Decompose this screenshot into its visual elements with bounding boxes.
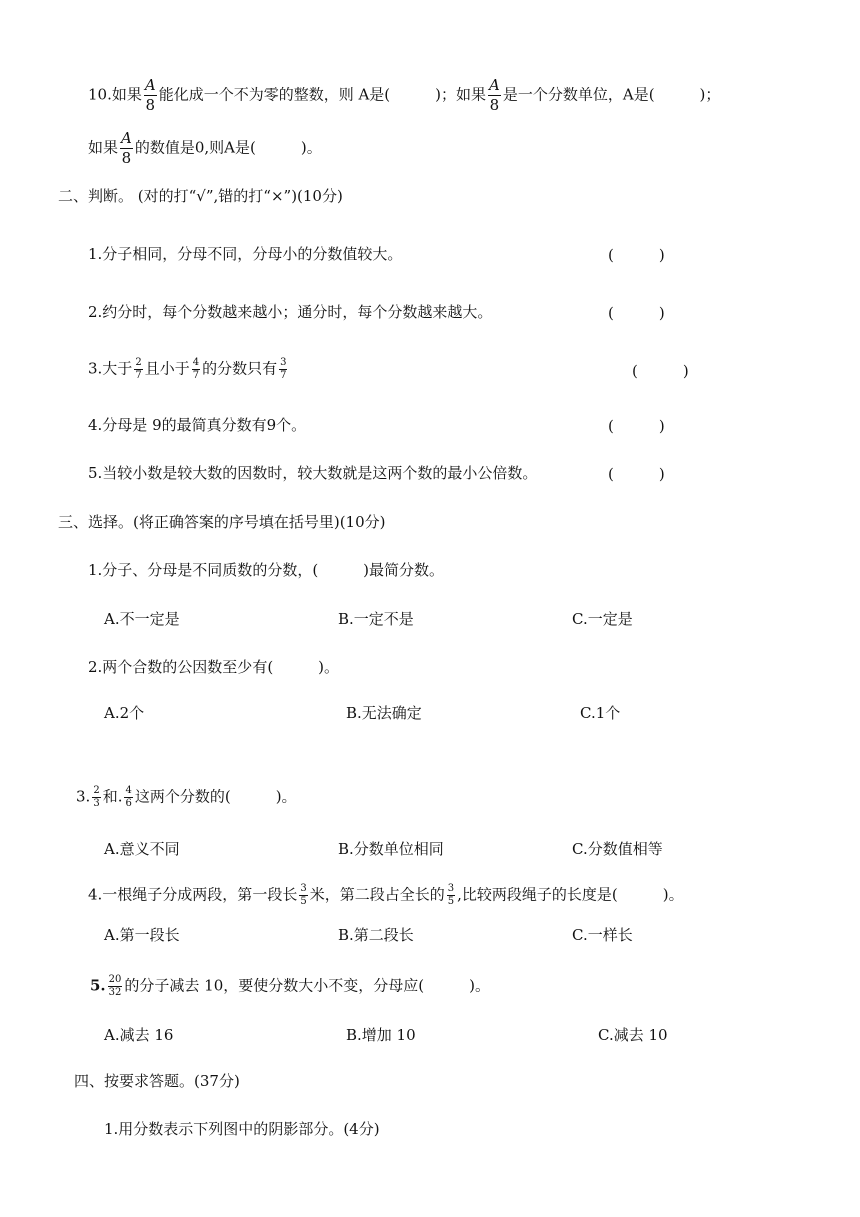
q10-line2 — [88, 131, 322, 166]
choice-q1-stem: 1.分子、分母是不同质数的分数，( )最简分数。 — [88, 561, 445, 579]
q10-fraction-2 — [488, 78, 501, 113]
choice-q4-option-c[interactable]: C.一样长 — [572, 926, 633, 944]
choice-q1-option-b[interactable]: B.一定不是 — [338, 610, 414, 628]
judge-3-fraction-c — [279, 358, 287, 381]
choice-q2-option-a[interactable]: A.2个 — [104, 704, 145, 722]
judge-answer-4[interactable]: ( ) — [608, 417, 665, 435]
q10-line1 — [88, 78, 720, 113]
choice-q5-option-b[interactable]: B.增加 10 — [346, 1026, 416, 1044]
choice-q3-stem — [76, 786, 297, 809]
fraction-numerator: 3 — [280, 357, 287, 368]
judge-item-2: 2.约分时，每个分数越来越小；通分时，每个分数越来越大。 — [88, 303, 493, 321]
choice-q3-text-2: 和. — [102, 787, 123, 806]
fraction-denominator: 6 — [125, 798, 132, 809]
fraction-numerator: 20 — [108, 974, 122, 985]
judge-answer-5[interactable]: ( ) — [608, 465, 665, 483]
judge-item-4: 4.分母是 9的最简真分数有9个。 — [88, 416, 307, 434]
section2-heading: 二、判断。 (对的打“√”,错的打“×”)(10分) — [58, 187, 343, 205]
choice-q2-option-b[interactable]: B.无法确定 — [346, 704, 422, 722]
choice-q5-fraction-1 — [108, 975, 123, 998]
choice-q5-text-1: 5. — [90, 976, 106, 995]
section4-q1: 1.用分数表示下列图中的阴影部分。(4分) — [104, 1120, 380, 1138]
fraction-numerator: 3 — [447, 883, 455, 894]
choice-q3-option-b[interactable]: B.分数单位相同 — [338, 840, 444, 858]
judge-3-text-a: 3.大于 — [88, 359, 133, 378]
judge-item-1: 1.分子相同，分母不同，分母小的分数值较大。 — [88, 245, 403, 263]
judge-3-text-b: 且小于 — [144, 359, 190, 378]
fraction-denominator: 7 — [192, 370, 200, 381]
choice-q4-text-3: ,比较两段绳子的长度是( )。 — [457, 885, 684, 904]
judge-3-fraction-b — [192, 358, 200, 381]
q10-text-4: 如果 — [88, 138, 119, 157]
choice-q2-option-c[interactable]: C.1个 — [580, 704, 621, 722]
choice-q4-text-1: 4.一根绳子分成两段，第一段长 — [88, 885, 298, 904]
choice-q5-option-a[interactable]: A.减去 16 — [104, 1026, 174, 1044]
choice-q4-text-2: 米，第二段占全长的 — [309, 885, 445, 904]
choice-q5-text-2: 的分子减去 10，要使分数大小不变，分母应( )。 — [124, 976, 490, 995]
section3-heading: 三、选择。(将正确答案的序号填在括号里)(10分) — [58, 513, 386, 531]
fraction-numerator: A — [121, 129, 132, 147]
fraction-numerator: A — [144, 76, 156, 94]
choice-q5-option-c[interactable]: C.减去 10 — [598, 1026, 668, 1044]
judge-answer-2[interactable]: ( ) — [608, 304, 665, 322]
fraction-numerator: A — [489, 76, 500, 94]
choice-q2-stem: 2.两个合数的公因数至少有( )。 — [88, 658, 340, 676]
fraction-denominator: 7 — [135, 370, 142, 381]
q10-text-3: 是一个分数单位，A是( )； — [502, 85, 721, 104]
fraction-denominator: 8 — [121, 149, 132, 167]
fraction-numerator: 2 — [93, 785, 100, 796]
choice-q3-fraction-2 — [124, 786, 132, 809]
q10-text-5: 的数值是0,则A是( )。 — [134, 138, 322, 157]
fraction-denominator: 5 — [300, 896, 307, 907]
choice-q5-stem — [90, 975, 490, 998]
judge-answer-3[interactable]: ( ) — [632, 362, 689, 380]
choice-q4-stem — [88, 884, 684, 907]
choice-q1-option-a[interactable]: A.不一定是 — [104, 610, 180, 628]
choice-q4-fraction-2 — [447, 884, 455, 907]
judge-3-text-c: 的分数只有 — [202, 359, 278, 378]
fraction-denominator: 5 — [447, 896, 455, 907]
fraction-denominator: 7 — [280, 370, 287, 381]
fraction-numerator: 3 — [300, 883, 307, 894]
choice-q1-option-c[interactable]: C.一定是 — [572, 610, 633, 628]
choice-q3-option-c[interactable]: C.分数值相等 — [572, 840, 663, 858]
q10-fraction-3 — [120, 131, 133, 166]
judge-3-fraction-a — [134, 358, 142, 381]
choice-q3-text-1: 3. — [76, 787, 91, 806]
fraction-denominator: 8 — [145, 96, 156, 114]
fraction-denominator: 3 — [93, 798, 100, 809]
choice-q3-fraction-1 — [92, 786, 100, 809]
choice-q3-option-a[interactable]: A.意义不同 — [104, 840, 180, 858]
fraction-numerator: 4 — [192, 357, 200, 368]
fraction-numerator: 4 — [125, 785, 132, 796]
choice-q3-text-3: 这两个分数的( )。 — [134, 787, 297, 806]
judge-item-5: 5.当较小数是较大数的因数时，较大数就是这两个数的最小公倍数。 — [88, 464, 538, 482]
q10-text-2: 能化成一个不为零的整数，则 A是( )；如果 — [158, 85, 487, 104]
fraction-denominator: 32 — [108, 987, 122, 998]
choice-q4-option-a[interactable]: A.第一段长 — [104, 926, 180, 944]
fraction-numerator: 2 — [135, 357, 142, 368]
judge-answer-1[interactable]: ( ) — [608, 246, 665, 264]
choice-q4-option-b[interactable]: B.第二段长 — [338, 926, 414, 944]
q10-fraction-1 — [144, 78, 157, 113]
choice-q4-fraction-1 — [299, 884, 307, 907]
section4-heading: 四、按要求答题。(37分) — [74, 1072, 240, 1090]
q10-text-1: 10.如果 — [88, 85, 142, 104]
fraction-denominator: 8 — [489, 96, 500, 114]
judge-item-3 — [88, 358, 289, 381]
